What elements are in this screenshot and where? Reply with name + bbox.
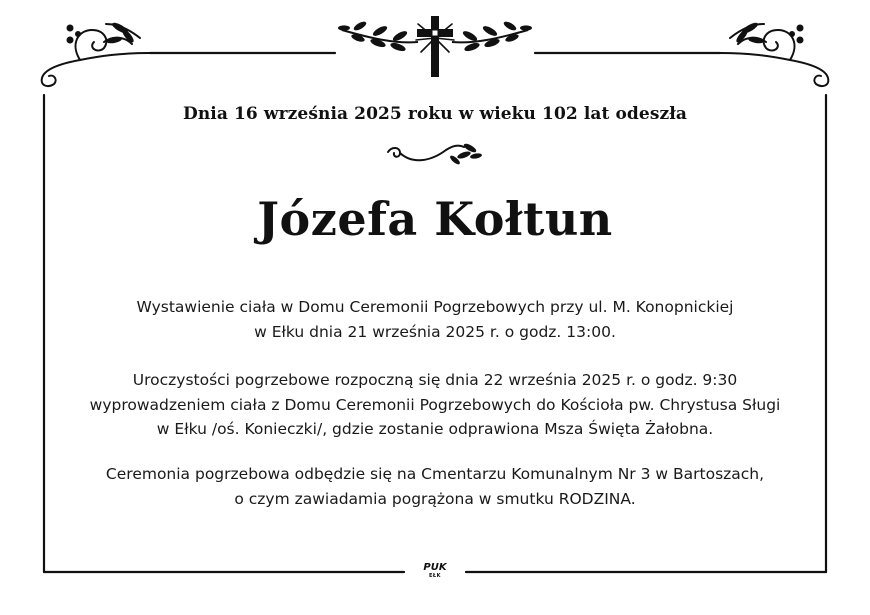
laurel-branch-left-icon [338, 20, 418, 53]
right-corner-flourish-icon [720, 24, 828, 86]
company-logo [408, 562, 462, 579]
paragraph-line: Wystawienie ciała w Domu Ceremonii Pogrzebowych przy ul. M. Konopnickiej [136, 298, 734, 316]
paragraph-burial [0, 462, 870, 511]
paragraph-line: Uroczystości pogrzebowe rozpoczną się dnia 22 września 2025 r. o godz. 9:30 [132, 371, 738, 389]
logo-sub-text: EŁK [428, 573, 441, 579]
intro-text: Dnia 16 września 2025 roku w wieku 102 lat odeszła [182, 104, 688, 124]
paragraph-line: wyprowadzeniem ciała z Domu Ceremonii Pogrzebowych do Kościoła pw. Chrystusa Sługi [89, 395, 781, 414]
paragraph-line: w Ełku /oś. Konieczki/, gdzie zostanie odprawiona Msza Święta Żałobna. [156, 420, 714, 438]
deceased-name: Józefa Kołtun [257, 192, 613, 246]
cross-icon [416, 16, 454, 77]
paragraph-viewing [0, 295, 870, 344]
laurel-branch-right-icon [452, 20, 532, 53]
paragraph-line: Ceremonia pogrzebowa odbędzie się na Cmentarzu Komunalnym Nr 3 w Bartoszach, [105, 465, 765, 483]
left-corner-flourish-icon [42, 24, 150, 86]
paragraph-line: o czym zawiadamia pogrążona w smutku RODZINA. [234, 489, 636, 508]
paragraph-ceremony [0, 368, 870, 442]
divider-ornament-icon [388, 142, 482, 166]
logo-main-text: PUK [423, 562, 447, 573]
paragraph-line: w Ełku dnia 21 września 2025 r. o godz. 13:00. [254, 322, 616, 341]
